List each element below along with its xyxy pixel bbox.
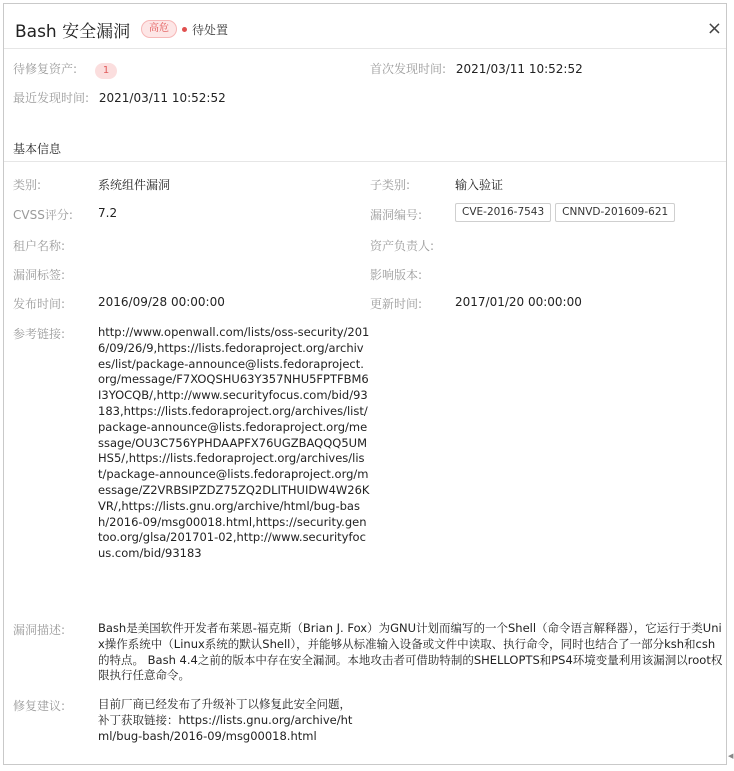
publish-time-value: 2016/09/28 00:00:00	[98, 295, 225, 309]
section-divider	[4, 161, 726, 162]
vuln-id-tags	[455, 203, 679, 222]
last-found-row	[13, 89, 226, 106]
cvss-label: CVSS评分:	[13, 208, 73, 222]
subcategory-label: 子类别:	[370, 178, 411, 192]
vuln-id-tag-cve[interactable]: CVE-2016-7543	[455, 203, 551, 222]
reference-label: 参考链接:	[13, 327, 66, 341]
pending-assets-label: 待修复资产:	[13, 62, 78, 76]
status-text: 待处置	[192, 23, 229, 37]
cvss-value: 7.2	[98, 206, 118, 220]
scroll-arrow-icon[interactable]: ◀	[728, 752, 734, 760]
pending-assets-count[interactable]: 1	[95, 63, 117, 79]
update-time-value: 2017/01/20 00:00:00	[455, 295, 582, 309]
affected-version-label: 影响版本:	[370, 268, 423, 282]
description-text: Bash是美国软件开发者布莱恩-福克斯（Brian J. Fox）为GNU计划而编写的一个Shell（命令语言解释器），它运行于类Unix操作系统中（Linux系统的默认Shell），并能够从标准输入设备或文件中读取、执行命令，同时也结合了一部分ksh和csh的特点。 Bash 4.4之前的版本中存在安全漏洞。本地攻击者可借助特制的SHELLOPTS和PS4环境变量利用该漏洞以root权限执行任意命令。	[98, 621, 723, 683]
owner-label: 资产负责人:	[370, 239, 435, 253]
first-found-value: 2021/03/11 10:52:52	[455, 62, 583, 76]
section-title-basic-info: 基本信息	[13, 142, 62, 156]
reference-links[interactable]: http://www.openwall.com/lists/oss-security/2016/09/26/9,https://lists.fedoraproject.org/archives/list/package-announce@lists.fedoraproject.org/message/F7XOQSHU63Y357NHU5FPTFBM6I3YOCQB/,http://www.securityfocus.com/bid/93183,https://lists.fedoraproject.org/archives/list/package-announce@lists.fedoraproject.org/message/OU3C756YPHDAAPFX76UGZBAQQQ5UMHS5/,https://lists.fedoraproject.org/archives/list/package-announce@lists.fedoraproject.org/message/Z2VRBSIPZDZ75ZQ2DLITHUIDW4W26KVR/,https://lists.gnu.org/archive/html/bug-bash/2016-09/msg00018.html,https://security.gentoo.org/glsa/201701-02,http://www.securityfocus.com/bid/93183	[98, 325, 370, 561]
fix-label: 修复建议:	[13, 699, 66, 713]
category-value: 系统组件漏洞	[98, 178, 171, 192]
status-indicator	[182, 21, 228, 38]
vuln-id-tag-cnnvd[interactable]: CNNVD-201609-621	[555, 203, 675, 222]
status-dot-icon	[182, 27, 187, 32]
publish-time-label: 发布时间:	[13, 297, 66, 311]
last-found-value: 2021/03/11 10:52:52	[98, 91, 226, 105]
first-found-label: 首次发现时间:	[370, 62, 447, 76]
close-icon[interactable]: ×	[706, 18, 722, 39]
tags-label: 漏洞标签:	[13, 268, 66, 282]
description-label: 漏洞描述:	[13, 623, 66, 637]
tenant-label: 租户名称:	[13, 239, 66, 253]
page-title: Bash 安全漏洞	[15, 22, 131, 42]
subcategory-value: 输入验证	[455, 178, 504, 192]
panel-header	[4, 4, 726, 49]
vuln-id-label: 漏洞编号:	[370, 208, 423, 222]
last-found-label: 最近发现时间:	[13, 91, 90, 105]
fix-suggestion: 目前厂商已经发布了升级补丁以修复此安全问题，补丁获取链接：https://lists.gnu.org/archive/html/bug-bash/2016-09/msg00018.html	[98, 697, 353, 743]
first-found-row	[370, 60, 583, 77]
severity-badge: 高危	[141, 20, 177, 38]
vulnerability-detail-panel	[3, 3, 727, 765]
pending-assets-row	[13, 60, 117, 79]
update-time-label: 更新时间:	[370, 297, 423, 311]
category-label: 类别:	[13, 178, 42, 192]
